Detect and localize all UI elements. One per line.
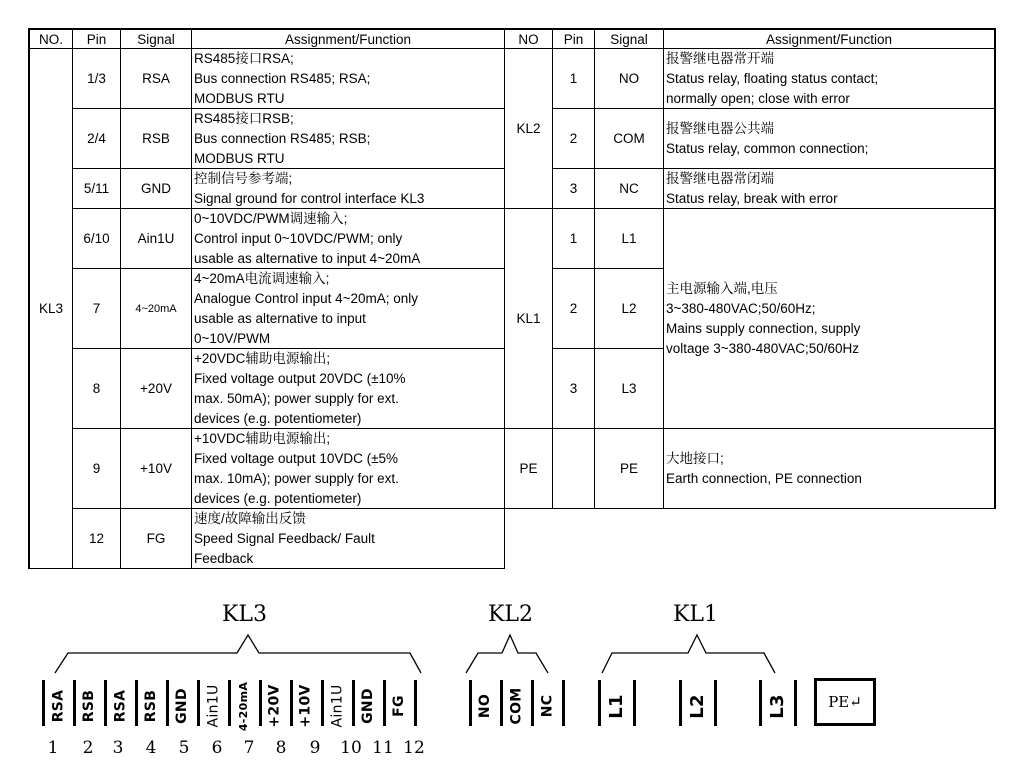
kl3-terminal: RSA (50, 689, 67, 723)
kl3-signal: +20V (121, 349, 192, 429)
kl3-function: RS485接口RSB; Bus connection RS485; RSB; MODBUS RTU (192, 109, 505, 169)
kl2-pin: 3 (553, 169, 595, 209)
kl3-pin: 7 (73, 269, 121, 349)
kl2-signal: NC (595, 169, 664, 209)
pin-number: 5 (178, 738, 190, 758)
kl1-signal: L2 (595, 269, 664, 349)
kl2-group-cell: KL2 (505, 49, 553, 209)
pin-number: 6 (211, 738, 223, 758)
terminal-separator (598, 680, 601, 726)
kl2-function: 报警继电器公共端 Status relay, common connection; (664, 109, 996, 169)
kl3-signal: 4~20mA (121, 269, 192, 349)
kl3-terminal: RSA (112, 689, 129, 723)
kl2-pin: 2 (553, 109, 595, 169)
kl1-pin: 3 (553, 349, 595, 429)
header-function: Assignment/Function (192, 28, 505, 49)
kl3-terminal: Ain1U (205, 684, 221, 728)
kl1-signal: L3 (595, 349, 664, 429)
header-pin-right: Pin (553, 28, 595, 49)
pe-terminal: PE↵ (814, 678, 876, 726)
pin-assignment-table (28, 28, 996, 569)
header-no: NO. (28, 28, 73, 49)
terminal-separator (679, 680, 682, 726)
kl3-terminal: +20V (267, 684, 283, 728)
kl3-pin: 8 (73, 349, 121, 429)
kl3-terminal: RSB (81, 689, 97, 723)
pe-group-cell: PE (505, 429, 553, 509)
pin-number: 4 (145, 738, 157, 758)
kl3-function: RS485接口RSA; Bus connection RS485; RSA; MODBUS RTU (192, 49, 505, 109)
kl2-title: KL2 (488, 602, 534, 627)
pe-signal: PE (595, 429, 664, 509)
pin-number: 9 (309, 738, 321, 758)
kl3-signal: +10V (121, 429, 192, 509)
header-pin: Pin (73, 28, 121, 49)
kl1-pin: 1 (553, 209, 595, 269)
kl2-signal: COM (595, 109, 664, 169)
kl1-function: 主电源输入端,电压 3~380-480VAC;50/60Hz; Mains supply connection, supply voltage 3~380-480VAC;50/60Hz (664, 209, 996, 429)
kl2-function: 报警继电器常闭端 Status relay, break with error (664, 169, 996, 209)
kl3-terminal: FG (391, 695, 407, 717)
kl3-terminal: 4-20mA (237, 681, 251, 731)
kl1-terminal: L2 (686, 693, 708, 719)
kl3-terminal: GND (360, 688, 377, 724)
pin-number: 2 (82, 738, 94, 758)
kl3-pin: 2/4 (73, 109, 121, 169)
terminal-separator (562, 680, 565, 726)
pe-function: 大地接口; Earth connection, PE connection (664, 429, 996, 509)
kl3-signal: GND (121, 169, 192, 209)
pin-number: 7 (243, 738, 255, 758)
pin-number: 1 (47, 738, 59, 758)
pin-number: 12 (403, 738, 425, 758)
kl3-function: 控制信号参考端; Signal ground for control interface KL3 (192, 169, 505, 209)
pin-number: 11 (372, 738, 394, 758)
kl3-signal: Ain1U (121, 209, 192, 269)
kl3-function: 速度/故障输出反馈 Speed Signal Feedback/ Fault Feedback (192, 509, 505, 569)
kl3-signal: RSA (121, 49, 192, 109)
kl3-terminal: RSB (143, 689, 159, 723)
kl3-signal: RSB (121, 109, 192, 169)
kl1-signal: L1 (595, 209, 664, 269)
kl3-group-cell: KL3 (28, 49, 73, 569)
kl3-pin: 12 (73, 509, 121, 569)
kl2-signal: NO (595, 49, 664, 109)
header-signal-right: Signal (595, 28, 664, 49)
kl2-pin: 1 (553, 49, 595, 109)
header-signal: Signal (121, 28, 192, 49)
kl2-terminal: NO (477, 693, 493, 719)
kl3-terminal: GND (174, 688, 191, 724)
kl1-pin: 2 (553, 269, 595, 349)
pe-pin (553, 429, 595, 509)
kl3-function: 4~20mA电流调速输入; Analogue Control input 4~20mA; only usable as alternative to input 0~10V/PWM (192, 269, 505, 349)
kl1-group-cell: KL1 (505, 209, 553, 429)
pin-number: 3 (112, 738, 124, 758)
kl3-function: +10VDC辅助电源输出; Fixed voltage output 10VDC (±5% max. 10mA); power supply for ext. devices (e.g. potentiometer) (192, 429, 505, 509)
kl3-signal: FG (121, 509, 192, 569)
kl1-terminal: L1 (605, 693, 627, 719)
kl2-terminal: COM (508, 687, 525, 725)
kl2-function: 报警继电器常开端 Status relay, floating status contact; normally open; close with error (664, 49, 996, 109)
kl3-function: 0~10VDC/PWM调速输入; Control input 0~10VDC/PWM; only usable as alternative to input 4~20mA (192, 209, 505, 269)
terminal-separator (714, 680, 717, 726)
kl3-function: +20VDC辅助电源输出; Fixed voltage output 20VDC (±10% max. 50mA); power supply for ext. devices (e.g. potentiometer) (192, 349, 505, 429)
terminal-separator (633, 680, 636, 726)
kl1-terminal: L3 (766, 693, 788, 719)
pin-number: 10 (340, 738, 362, 758)
kl1-title: KL1 (673, 602, 719, 627)
kl3-title: KL3 (222, 602, 268, 627)
terminal-separator (794, 680, 797, 726)
kl3-pin: 9 (73, 429, 121, 509)
terminal-separator (759, 680, 762, 726)
terminal-separator (414, 680, 417, 726)
header-function-right: Assignment/Function (664, 28, 996, 49)
kl2-terminal: NC (539, 694, 555, 718)
kl3-terminal: +10V (298, 684, 314, 728)
pin-number: 8 (275, 738, 287, 758)
kl3-pin: 1/3 (73, 49, 121, 109)
kl3-terminal: Ain1U (329, 684, 345, 728)
connector-diagram (0, 580, 1024, 783)
header-no-right: NO (505, 28, 553, 49)
kl3-pin: 5/11 (73, 169, 121, 209)
kl3-pin: 6/10 (73, 209, 121, 269)
